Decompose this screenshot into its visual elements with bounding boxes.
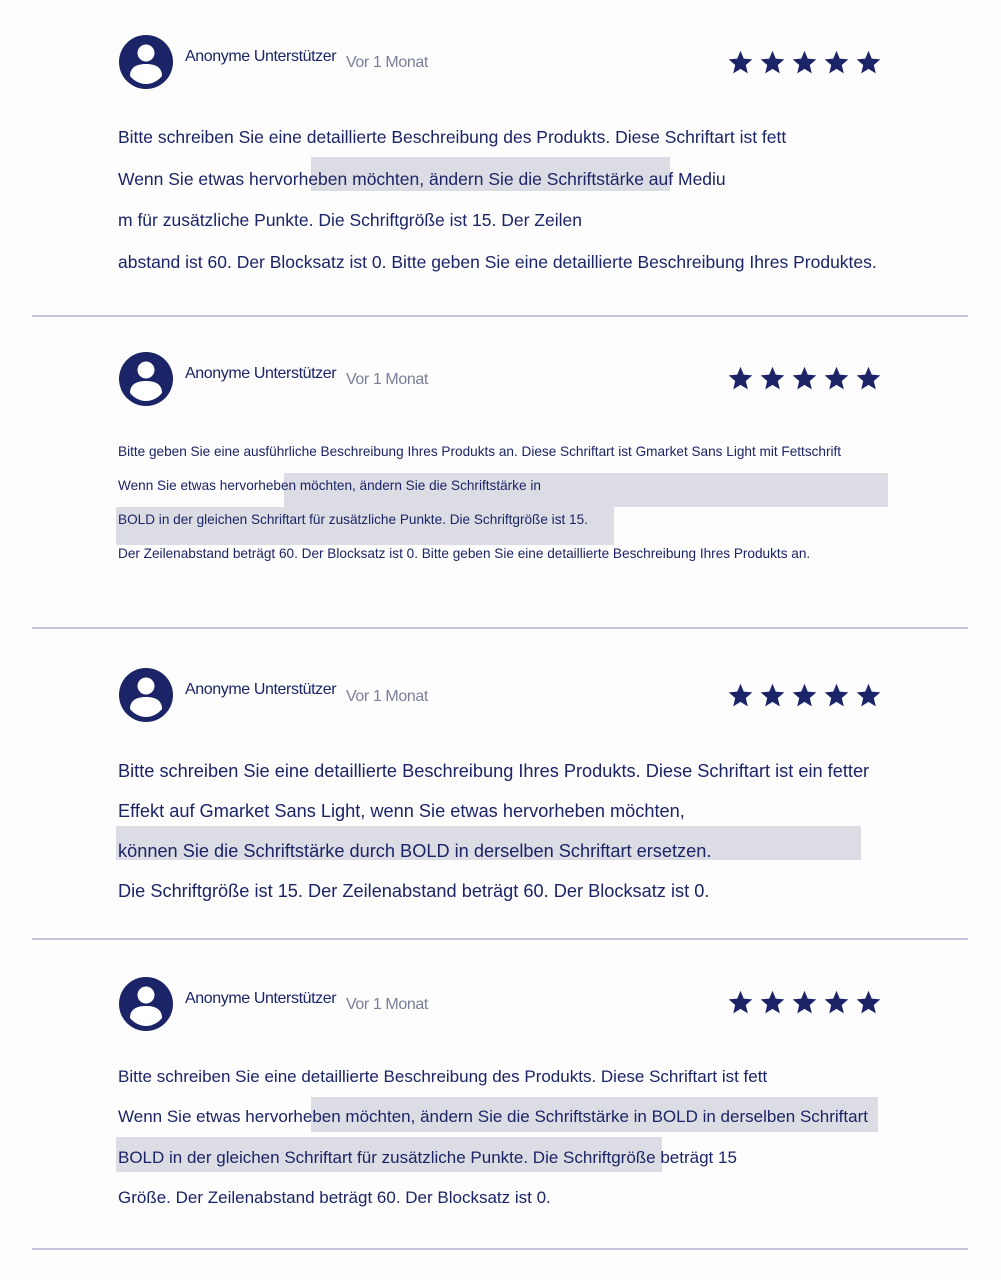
review-text-line: Wenn Sie etwas hervorheben möchten, ändern Sie die Schriftstärke auf Mediu bbox=[118, 169, 726, 189]
star-icon bbox=[759, 989, 786, 1016]
review-divider bbox=[32, 627, 968, 629]
star-icon bbox=[791, 682, 818, 709]
review-text-line: Bitte schreiben Sie eine detaillierte Beschreibung des Produkts. Diese Schriftart ist fett bbox=[118, 127, 787, 147]
star-icon bbox=[823, 682, 850, 709]
review-divider bbox=[32, 1248, 968, 1250]
star-icon bbox=[759, 49, 786, 76]
review-card bbox=[0, 630, 1001, 940]
review-author: Anonyme Unterstützer bbox=[185, 990, 337, 1007]
star-icon bbox=[855, 989, 882, 1016]
star-icon bbox=[727, 989, 754, 1016]
star-icon bbox=[727, 365, 754, 392]
review-text-line: Bitte geben Sie eine ausführliche Beschreibung Ihres Produkts an. Diese Schriftart ist Gmarket Sans Light mit Fettschrift bbox=[118, 444, 842, 459]
user-avatar-icon bbox=[118, 667, 174, 723]
review-card bbox=[0, 941, 1001, 1253]
review-text-line: Die Schriftgröße ist 15. Der Zeilenabstand beträgt 60. Der Blocksatz ist 0. bbox=[118, 881, 710, 901]
star-icon bbox=[759, 365, 786, 392]
rating-stars bbox=[727, 682, 882, 710]
review-text-line: BOLD in der gleichen Schriftart für zusätzliche Punkte. Die Schriftgröße ist 15. bbox=[118, 512, 588, 527]
review-text-line: BOLD in der gleichen Schriftart für zusätzliche Punkte. Die Schriftgröße beträgt 15 bbox=[118, 1148, 737, 1167]
rating-stars bbox=[727, 989, 882, 1017]
review-card bbox=[0, 0, 1001, 318]
review-time: Vor 1 Monat bbox=[346, 54, 428, 71]
review-text-line: abstand ist 60. Der Blocksatz ist 0. Bitte geben Sie eine detaillierte Beschreibung Ihres Produktes. bbox=[118, 252, 877, 272]
star-icon bbox=[855, 49, 882, 76]
review-divider bbox=[32, 315, 968, 317]
rating-stars bbox=[727, 49, 882, 77]
review-divider bbox=[32, 938, 968, 940]
review-time: Vor 1 Monat bbox=[346, 371, 428, 388]
review-author: Anonyme Unterstützer bbox=[185, 681, 337, 698]
star-icon bbox=[823, 365, 850, 392]
review-text-line: Bitte schreiben Sie eine detaillierte Beschreibung des Produkts. Diese Schriftart ist fett bbox=[118, 1067, 768, 1086]
star-icon bbox=[855, 682, 882, 709]
user-avatar-icon bbox=[118, 34, 174, 90]
star-icon bbox=[791, 49, 818, 76]
user-avatar-icon bbox=[118, 351, 174, 407]
star-icon bbox=[727, 49, 754, 76]
review-text-line: Der Zeilenabstand beträgt 60. Der Blocksatz ist 0. Bitte geben Sie eine detaillierte Beschreibung Ihres Produkts an. bbox=[118, 546, 811, 561]
review-text-line: m für zusätzliche Punkte. Die Schriftgröße ist 15. Der Zeilen bbox=[118, 210, 582, 230]
review-text-line: Größe. Der Zeilenabstand beträgt 60. Der Blocksatz ist 0. bbox=[118, 1188, 551, 1207]
review-text-line: Bitte schreiben Sie eine detaillierte Beschreibung Ihres Produkts. Diese Schriftart ist ein fetter bbox=[118, 761, 870, 781]
review-text-line: können Sie die Schriftstärke durch BOLD in derselben Schriftart ersetzen. bbox=[118, 841, 712, 861]
user-avatar-icon bbox=[118, 976, 174, 1032]
star-icon bbox=[823, 49, 850, 76]
star-icon bbox=[791, 989, 818, 1016]
review-time: Vor 1 Monat bbox=[346, 996, 428, 1013]
star-icon bbox=[759, 682, 786, 709]
star-icon bbox=[823, 989, 850, 1016]
review-text-line: Wenn Sie etwas hervorheben möchten, ändern Sie die Schriftstärke in bbox=[118, 478, 541, 493]
star-icon bbox=[855, 365, 882, 392]
star-icon bbox=[727, 682, 754, 709]
star-icon bbox=[791, 365, 818, 392]
review-time: Vor 1 Monat bbox=[346, 688, 428, 705]
review-author: Anonyme Unterstützer bbox=[185, 365, 337, 382]
review-text-line: Wenn Sie etwas hervorheben möchten, ändern Sie die Schriftstärke in BOLD in derselben Schriftart bbox=[118, 1107, 868, 1126]
review-text-line: Effekt auf Gmarket Sans Light, wenn Sie etwas hervorheben möchten, bbox=[118, 801, 685, 821]
review-author: Anonyme Unterstützer bbox=[185, 48, 337, 65]
rating-stars bbox=[727, 365, 882, 393]
review-card bbox=[0, 318, 1001, 630]
